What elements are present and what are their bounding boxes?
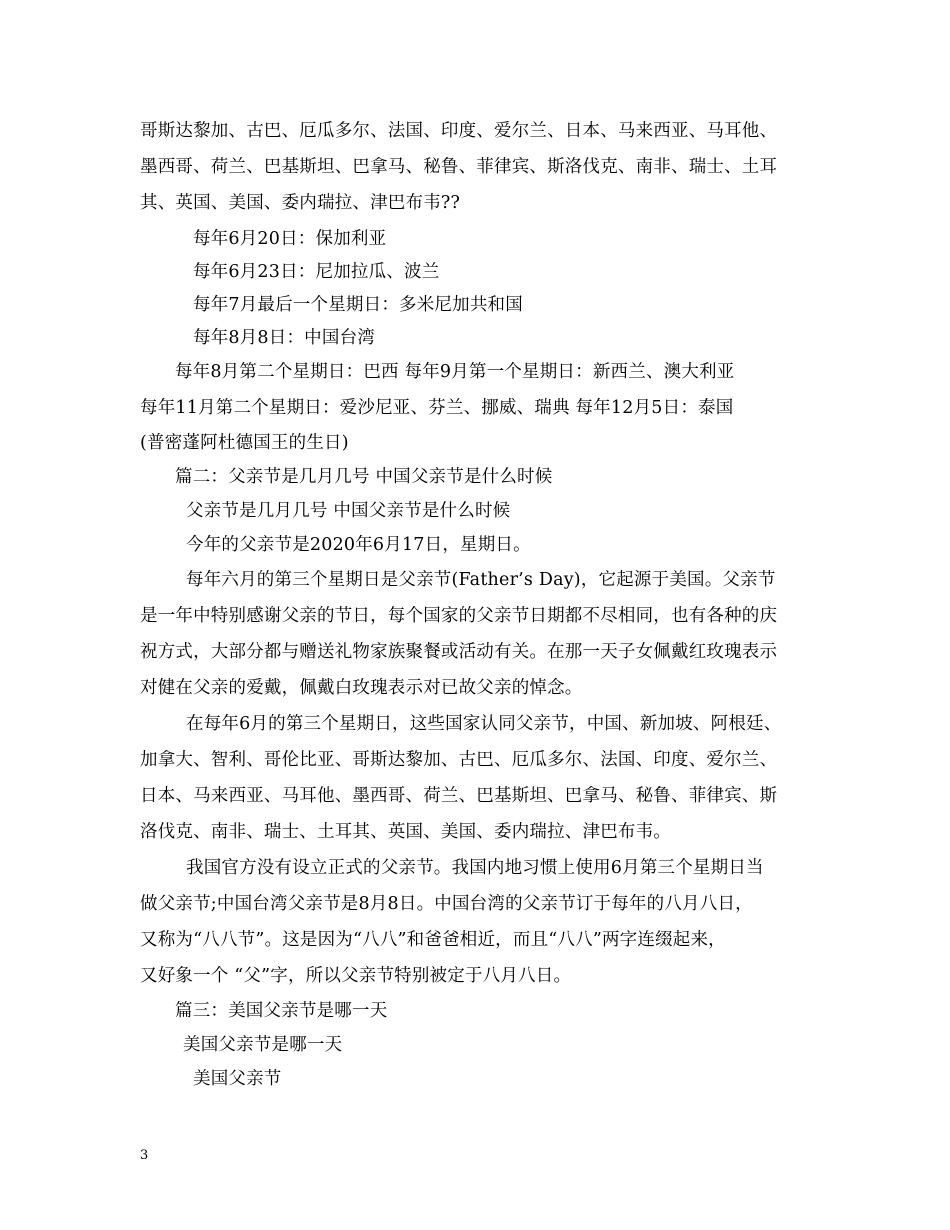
text-line-thai-king: (普密蓬阿杜德国王的生日) [140,433,349,453]
paragraph-line-12: 又好象一个 “父”字，所以父亲节特别被定于八月八日。 [140,966,572,986]
paragraph-line-5: 在每年6月的第三个星期日，这些国家认同父亲节，中国、新加坡、阿根廷、 [186,714,782,734]
paragraph-line-2: 是一年中特别感谢父亲的节日，每个国家的父亲节日期都不尽相同，也有各种的庆 [140,606,778,626]
paragraph-line-4: 对健在父亲的爱戴，佩戴白玫瑰表示对已故父亲的悼念。 [140,678,583,698]
text-line-date-taiwan: 每年8月8日：中国台湾 [193,328,375,348]
section-heading-2: 篇二：父亲节是几月几号 中国父亲节是什么时候 [175,467,553,487]
text-line-date-nordic-thailand: 每年11月第二个星期日：爱沙尼亚、芬兰、挪威、瑞典 每年12月5日：泰国 [140,398,734,418]
paragraph-line-10: 做父亲节;中国台湾父亲节是8月8日。中国台湾的父亲节订于每年的八月八日， [140,894,753,914]
paragraph-line-8: 洛伐克、南非、瑞士、土耳其、英国、美国、委内瑞拉、津巴布韦。 [140,822,671,842]
paragraph-line-11: 又称为“八八节”。这是因为“八八”和爸爸相近，而且“八八”两字连缀起来， [140,930,726,950]
text-line-date-bulgaria: 每年6月20日：保加利亚 [193,229,387,249]
section-subtitle-2: 父亲节是几月几号 中国父亲节是什么时候 [186,501,511,521]
paragraph-line-1: 每年六月的第三个星期日是父亲节(Father’s Day)，它起源于美国。父亲节 [186,570,776,590]
paragraph-line-9: 我国官方没有设立正式的父亲节。我国内地习惯上使用6月第三个星期日当 [186,858,764,878]
paragraph-line-6: 加拿大、智利、哥伦比亚、哥斯达黎加、古巴、厄瓜多尔、法国、印度、爱尔兰、 [140,750,778,770]
text-line-date-nicaragua: 每年6月23日：尼加拉瓜、波兰 [193,262,440,282]
text-line-date-dominican: 每年7月最后一个星期日：多米尼加共和国 [193,295,523,315]
page-number: 3 [140,1148,149,1163]
section-subtitle-3: 美国父亲节是哪一天 [183,1035,343,1055]
section-heading-3: 篇三：美国父亲节是哪一天 [175,1001,388,1021]
section-subheading-3: 美国父亲节 [193,1069,282,1089]
paragraph-line-3: 祝方式，大部分都与赠送礼物家族聚餐或活动有关。在那一天子女佩戴红玫瑰表示 [140,642,778,662]
paragraph-line-7: 日本、马来西亚、马耳他、墨西哥、荷兰、巴基斯坦、巴拿马、秘鲁、菲律宾、斯 [140,786,778,806]
text-line-countries-2: 墨西哥、荷兰、巴基斯坦、巴拿马、秘鲁、菲律宾、斯洛伐克、南非、瑞士、土耳 [140,157,778,177]
text-line-countries-3: 其、英国、美国、委内瑞拉、津巴布韦?? [140,193,461,213]
text-line-countries-1: 哥斯达黎加、古巴、厄瓜多尔、法国、印度、爱尔兰、日本、马来西亚、马耳他、 [140,121,778,141]
text-line-date-brazil-nz: 每年8月第二个星期日：巴西 每年9月第一个星期日：新西兰、澳大利亚 [175,362,735,382]
text-line-this-year: 今年的父亲节是2020年6月17日，星期日。 [186,535,531,555]
